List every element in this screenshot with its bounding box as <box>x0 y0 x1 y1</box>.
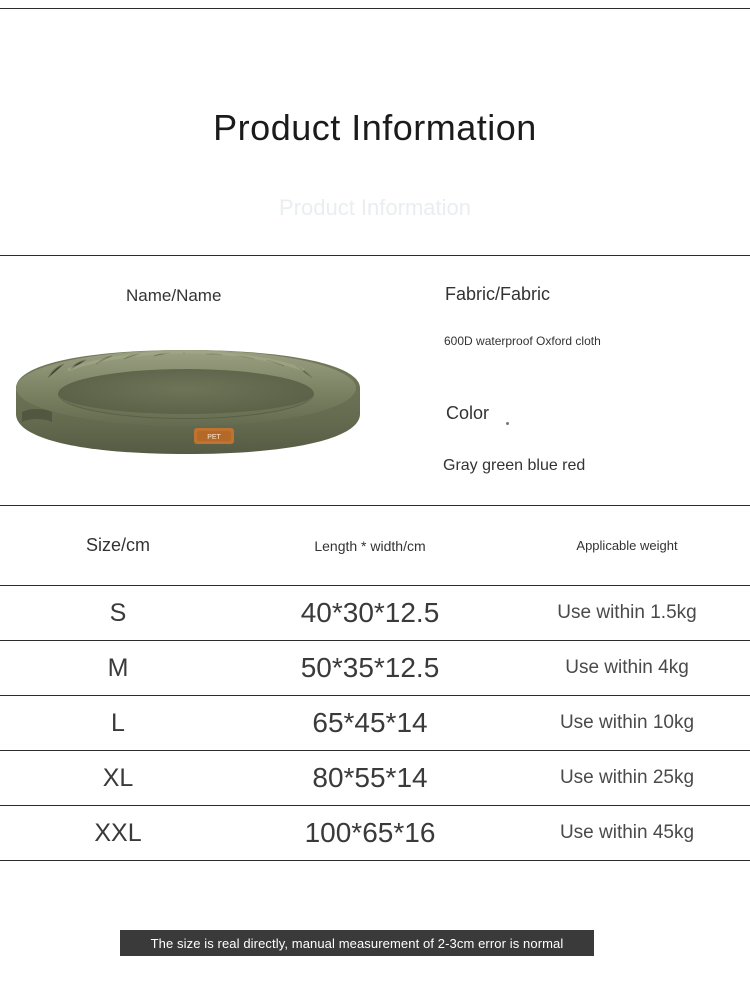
cell-size: L <box>111 708 125 737</box>
cell-weight: Use within 10kg <box>559 712 695 733</box>
cell-size: M <box>107 653 129 682</box>
cell-size: S <box>109 598 127 627</box>
measurement-note: The size is real directly, manual measurement of 2-3cm error is normal <box>120 930 594 956</box>
cell-weight: Use within 4kg <box>565 657 689 678</box>
cell-dimensions: 80*55*14 <box>312 762 428 793</box>
cell-weight: Use within 25kg <box>559 767 695 788</box>
column-header-weight: Applicable weight <box>576 538 678 553</box>
table-header-row <box>0 506 750 586</box>
color-dot-marker <box>506 422 509 425</box>
fabric-value: 600D waterproof Oxford cloth <box>444 334 601 348</box>
cell-size: XXL <box>94 818 142 847</box>
name-label: Name/Name <box>126 286 222 305</box>
color-value: Gray green blue red <box>443 457 586 474</box>
svg-text:PET: PET <box>207 434 221 441</box>
product-info-section <box>0 256 750 506</box>
cell-dimensions: 100*65*16 <box>304 817 436 848</box>
column-header-size: Size/cm <box>85 535 150 555</box>
pet-bed-illustration <box>8 326 368 466</box>
cell-dimensions: 40*30*12.5 <box>300 597 440 628</box>
table-row <box>0 641 750 696</box>
title-section <box>0 8 750 256</box>
cell-weight: Use within 45kg <box>559 822 695 843</box>
cell-weight: Use within 1.5kg <box>557 602 697 623</box>
page-title: Product Information <box>213 107 537 148</box>
cell-dimensions: 50*35*12.5 <box>300 652 440 683</box>
table-row <box>0 696 750 751</box>
table-row <box>0 806 750 861</box>
size-table <box>0 506 750 861</box>
table-row <box>0 751 750 806</box>
cell-size: XL <box>102 763 134 792</box>
color-label: Color <box>446 403 490 423</box>
fabric-label: Fabric/Fabric <box>445 284 551 304</box>
product-image <box>8 326 368 466</box>
column-header-dimensions: Length * width/cm <box>314 537 426 554</box>
table-row <box>0 586 750 641</box>
cell-dimensions: 65*45*14 <box>312 707 428 738</box>
page-title-watermark: Product Information <box>279 195 471 220</box>
